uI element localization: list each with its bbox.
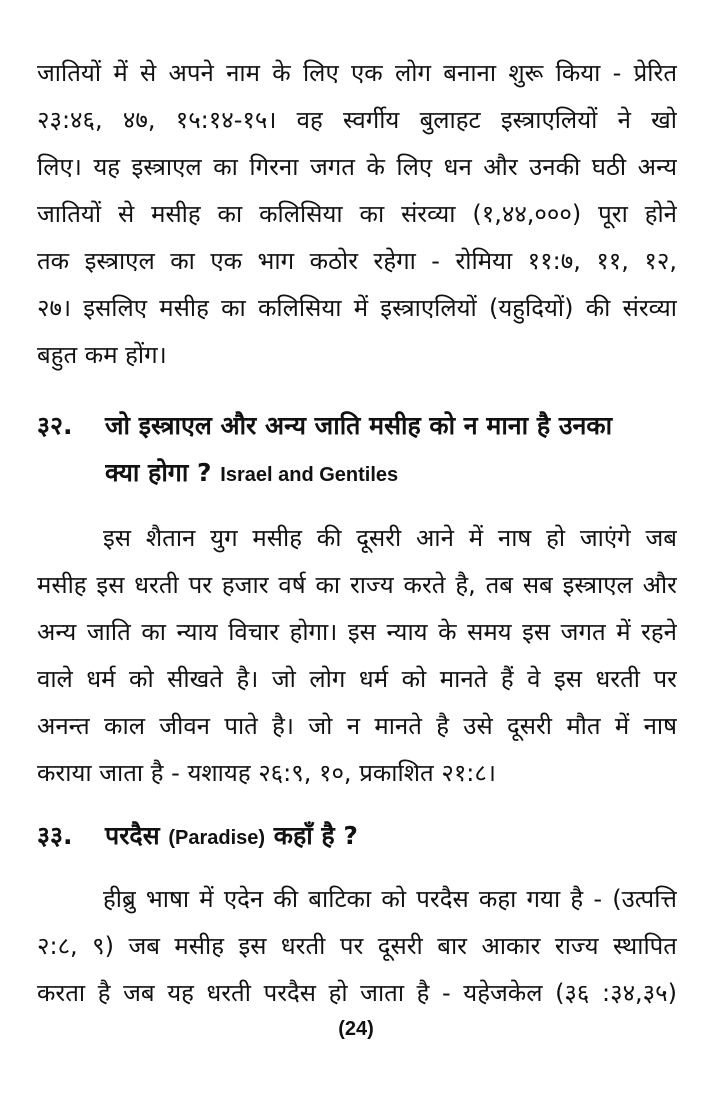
paragraph-line: कराया जाता है - यशायह २६:९, १०, प्रकाशित २१:८। [37, 759, 496, 787]
paragraph-line: २:८, ९) जब मसीह इस धरती पर दूसरी बार आकार राज्य स्थापित [37, 932, 677, 960]
paragraph-line: २३:४६, ४७, १५:१४-१५। वह स्वर्गीय बुलाहट इस्त्राएलियों ने खो [37, 106, 677, 134]
section-title-english: (Paradise) [168, 827, 266, 849]
paragraph-line: हीब्रु भाषा में एदेन की बाटिका को परदैस कहा गया है - (उत्पत्ति [103, 885, 677, 913]
paragraph-line: इस शैतान युग मसीह की दूसरी आने में नाष हो जाएंगे जब [103, 524, 677, 552]
section-title: जो इस्त्राएल और अन्य जाति मसीह को न माना है उनका [105, 411, 613, 440]
paragraph-line: अनन्त काल जीवन पाते है। जो न मानते है उसे दूसरी मौत में नाष [37, 712, 677, 740]
section-heading-32 [37, 410, 677, 442]
section-number: ३३. [37, 821, 73, 850]
section-title-hindi: परदैस [105, 821, 160, 850]
paragraph-line: वाले धर्म को सीखते है। जो लोग धर्म को मानते हैं वे इस धरती पर [37, 665, 677, 693]
page-number: (24) [338, 1018, 374, 1040]
section-title-hindi: क्या होगा ? [105, 458, 212, 487]
section-title-english: Israel and Gentiles [220, 464, 399, 486]
section-title-hindi: कहाँ है ? [273, 821, 358, 850]
paragraph-line: करता है जब यह धरती परदैस हो जाता है - यहेजकेल (३६ :३४,३५) [37, 979, 677, 1007]
paragraph-line: मसीह इस धरती पर हजार वर्ष का राज्य करते है, तब सब इस्त्राएल और [37, 571, 677, 599]
paragraph-line: जातियों से मसीह का कलिसिया का संरव्या (१,४४,०००) पूरा होने [37, 200, 677, 228]
paragraph-line: लिए। यह इस्त्राएल का गिरना जगत के लिए धन और उनकी घठी अन्य [37, 153, 677, 181]
section-number: ३२. [37, 411, 73, 440]
paragraph-line: अन्य जाति का न्याय विचार होगा। इस न्याय के समय इस जगत में रहने [37, 618, 677, 646]
section-heading-32-cont [105, 457, 677, 491]
paragraph-line: तक इस्त्राएल का एक भाग कठोर रहेगा - रोमिया ११:७, ११, १२, [37, 247, 677, 275]
paragraph-line: २७। इसलिए मसीह का कलिसिया में इस्त्राएलियों (यहुदियों) की संरव्या [37, 294, 677, 322]
section-heading-33 [37, 820, 677, 854]
paragraph-line: जातियों में से अपने नाम के लिए एक लोग बनाना शुरू किया - प्रेरित [37, 59, 677, 87]
paragraph-line: बहुत कम होंग। [37, 341, 167, 369]
